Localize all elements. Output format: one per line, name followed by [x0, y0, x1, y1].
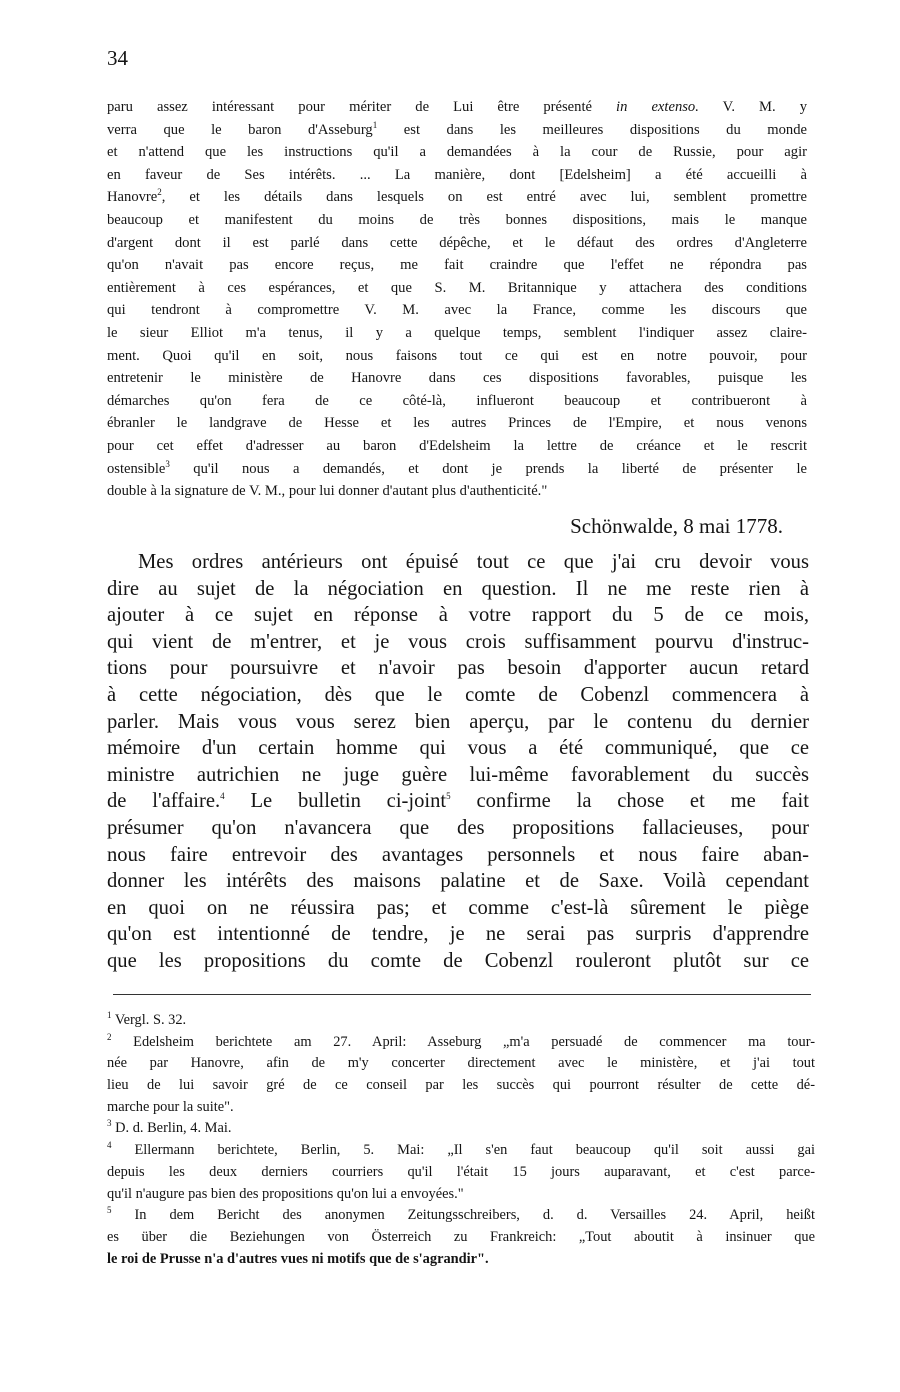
letter-line: présumer qu'on n'avancera que des propositions fallacieuses, pour — [107, 816, 809, 839]
letter-line: mémoire d'un certain homme qui vous a été communiqué, que ce — [107, 737, 809, 760]
footnote-2: $^2$ Edelsheim berichtete am 27. April: Asseburg „m'a persuadé de commencer ma tour- — [107, 1031, 815, 1050]
quote-line: le sieur Elliot m'a tenus, il y a quelque temps, semblent l'indiquer assez claire- — [107, 324, 807, 341]
quote-line: qui tendront à compromettre V. M. avec la France, comme les discours que — [107, 302, 807, 319]
quote-line: Hanovre$^2$, et les détails dans lesquels on est entré avec lui, semblent promettre — [107, 187, 807, 206]
letter-line: ajouter à ce sujet en réponse à votre rapport du 5 de ce mois, — [107, 604, 809, 627]
footnote-ref: 3 — [165, 458, 170, 469]
quote-line: ment. Quoi qu'il en soit, nous faisons tout ce qui est en notre pouvoir, pour — [107, 347, 807, 364]
dateline: Schönwalde, 8 mai 1778. — [570, 514, 783, 538]
letter-line: donner les intérêts des maisons palatine et de Saxe. Voilà cependant — [107, 870, 809, 893]
letter-line: nous faire entrevoir des avantages personnels et nous faire aban- — [107, 843, 809, 866]
footnotes — [107, 1010, 815, 1270]
quote-line: en faveur de Ses intérêts. ... La manière, dont [Edelsheim] a été accueilli à — [107, 166, 807, 183]
footnote-4-line: qu'il n'augure pas bien des propositions qu'on lui a envoyées." — [107, 1185, 464, 1202]
footnote-1: $^1$ Vergl. S. 32. — [107, 1010, 187, 1028]
footnote-ref: 4 — [220, 791, 225, 802]
letter-line: de l'affaire.$^4$ Le bulletin ci-joint$^5$ confirme la chose et me fait — [107, 790, 809, 813]
footnote-ref: 1 — [372, 119, 378, 130]
quote-line: verra que le baron d'Asseburg$^1$ est dans les meilleures dispositions du monde — [107, 119, 808, 138]
letter-line: ministre autrichien ne juge guère lui-même favorablement du succès — [107, 763, 809, 786]
footnote-4-line: depuis les deux derniers courriers qu'il l'était 15 jours auparavant, et c'est parce- — [107, 1163, 815, 1180]
letter-line: tions pour poursuivre et n'avoir pas besoin d'apporter aucun retard — [107, 657, 809, 680]
quote-line: beaucoup et manifestent du moins de très bonnes dispositions, mais le manque — [107, 211, 807, 228]
quote-line: entretenir le ministère de Hanovre dans ces dispositions favorables, puisque les — [107, 370, 807, 387]
quote-line: double à la signature de V. M., pour lui donner d'autant plus d'authenticité." — [107, 483, 548, 500]
quote-line: qu'on n'avait pas encore reçus, me fait craindre que l'effet ne répondra pas — [107, 257, 807, 274]
quote-line: ostensible$^3$ qu'il nous a demandés, et dont je prends la liberté de présenter le — [107, 458, 807, 477]
footnote-ref: 2 — [157, 187, 162, 198]
footnote-4: $^4$ Ellermann berichtete, Berlin, 5. Mai: „Il s'en faut beaucoup qu'il soit aussi gai — [107, 1140, 815, 1159]
quote-line: et n'attend que les instructions qu'il a demandées à la cour de Russie, pour agir — [107, 144, 807, 161]
quote-line: d'argent dont il est parlé dans cette dépêche, et le défaut des ordres d'Angleterre — [107, 234, 807, 251]
quote-line: paru assez intéressant pour mériter de Lui être présenté in extenso. V. M. y — [107, 99, 808, 115]
footnote-5-line: es über die Beziehungen von Österreich zu Frankreich: „Tout aboutit à insinuer que — [107, 1228, 815, 1245]
page-number: 34 — [107, 46, 128, 70]
letter-line: Mes ordres antérieurs ont épuisé tout ce que j'ai cru devoir vous — [138, 551, 809, 573]
quote-line: démarches qu'on fera de ce côté-là, influeront beaucoup et contribueront à — [107, 392, 807, 409]
letter-line: parler. Mais vous vous serez bien aperçu, par le contenu du dernier — [107, 710, 809, 733]
letter-line: en quoi on ne réussira pas; et comme c'est-là sûrement le piège — [107, 896, 809, 919]
quote-line: ébranler le landgrave de Hesse et les autres Princes de l'Empire, et nous venons — [107, 415, 807, 432]
footnote-ref: 5 — [446, 791, 451, 802]
letter-line: dire au sujet de la négociation en question. Il ne me reste rien à — [107, 577, 809, 600]
letter-line: à cette négociation, dès que le comte de Cobenzl commencera à — [107, 683, 809, 706]
letter-line: qu'on est intentionné de tendre, je ne serai pas surpris d'apprendre — [107, 923, 809, 946]
footnote-5: $^5$ In dem Bericht des anonymen Zeitungsschreibers, d. d. Versailles 24. April, heißt — [107, 1205, 815, 1224]
footnote-divider — [113, 994, 811, 995]
letter-body — [107, 549, 809, 975]
quote-line: entièrement à ces espérances, et que S. M. Britannique y attachera des conditions — [107, 279, 807, 296]
footnote-2-line: née par Hanovre, afin de m'y concerter directement avec le ministère, et j'ai tout — [107, 1055, 815, 1072]
footnote-2-line: lieu de lui savoir gré de ce conseil par les succès qui pourront résulter de cette dé- — [107, 1077, 815, 1094]
footnote-5-line: le roi de Prusse n'a d'autres vues ni motifs que de s'agrandir". — [107, 1250, 489, 1267]
letter-line: que les propositions du comte de Cobenzl rouleront plutôt sur ce — [107, 949, 809, 972]
footnote-2-line: marche pour la suite". — [107, 1098, 234, 1115]
letter-line: qui vient de m'entrer, et je vous crois suffisamment pourvu d'instruc- — [107, 630, 809, 653]
quoted-report — [107, 96, 807, 503]
quote-line: pour cet effet d'adresser au baron d'Edelsheim la lettre de créance et le rescrit — [107, 437, 807, 454]
footnote-3: $^3$ D. d. Berlin, 4. Mai. — [107, 1118, 232, 1137]
